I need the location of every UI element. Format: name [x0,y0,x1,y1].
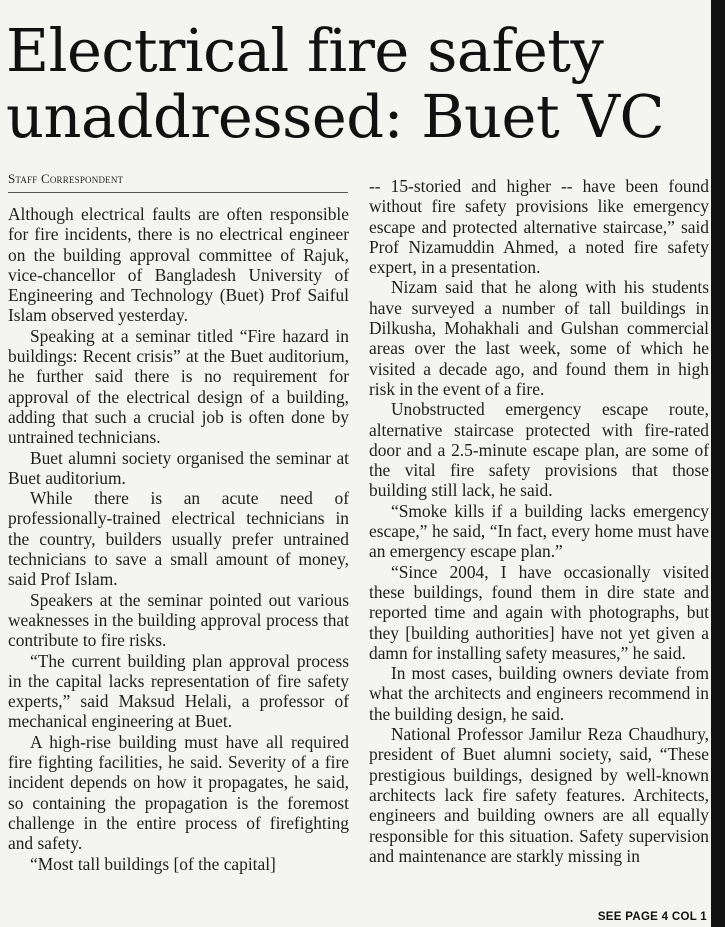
paragraph: A high-rise building must have all required fire fighting facilities, he said. Severity of a fire incident depends on how it propagates, he said, so containing the propagation is the foremost challenge in the entire process of firefighting and safety. [8,731,349,854]
paragraph: Although electrical faults are often responsible for fire incidents, there is no electrical engineer on the building approval committee of Rajuk, vice-chancellor of Bangladesh University of Engineering and Technology (Buet) Prof Saiful Islam observed yesterday. [8,204,349,326]
scan-edge-band [711,0,725,927]
paragraph: While there is an acute need of professionally-trained electrical technicians in the country, builders usually prefer untrained technicians to save a small amount of money, said Prof Islam. [8,488,349,590]
byline-rule [8,192,348,193]
paragraph: Nizam said that he along with his students have surveyed a number of tall buildings in Dilkusha, Mohakhali and Gulshan commercial areas over the last week, some of which he visited a decade ago, and found them in high risk in the event of a fire. [369,277,709,399]
paragraph: Unobstructed emergency escape route, alternative staircase protected with fire-rated door and a 2.5-minute escape plan, are some of the vital fire safety provisions that those building still lack, he said. [369,399,709,501]
headline-line-1: Electrical fire safety [6,16,604,85]
column-2 [369,176,709,866]
headline [6,18,696,150]
paragraph: “Most tall buildings [of the capital] [30,853,276,874]
paragraph: Speakers at the seminar pointed out various weaknesses in the building approval process that contribute to fire risks. [8,589,349,651]
column-1 [8,204,349,874]
headline-line-2: unaddressed: Buet VC [6,82,665,151]
byline: Staff Correspondent [8,171,124,186]
paragraph: “Since 2004, I have occasionally visited these buildings, found them in dire state and reported time and again with photographs, but they [building authorities] have not yet given a damn for installing safety measures,” he said. [369,561,709,663]
paragraph: In most cases, building owners deviate from what the architects and engineers recommend in the building design, he said. [369,663,709,724]
paragraph: -- 15-storied and higher -- have been found without fire safety provisions like emergency escape and protected alternative staircase,” said Prof Nizamuddin Ahmed, a noted fire safety expert, in a presentation. [369,176,709,278]
paragraph: “The current building plan approval process in the capital lacks representation of fire safety experts,” said Maksud Helali, a professor of mechanical engineering at Buet. [8,650,349,732]
continuation-reference: SEE PAGE 4 COL 1 [597,911,707,923]
paragraph: “Smoke kills if a building lacks emergency escape,” he said, “In fact, every home must have an emergency escape plan.” [369,500,709,562]
paragraph: Speaking at a seminar titled “Fire hazard in buildings: Recent crisis” at the Buet auditorium, he further said there is no requirement for approval of the electrical design of a building, adding that such a crucial job is often done by untrained technicians. [8,325,349,448]
paragraph: Buet alumni society organised the seminar at Buet auditorium. [8,447,349,488]
paragraph: National Professor Jamilur Reza Chaudhury, president of Buet alumni society, said, “These prestigious buildings, designed by well-known architects lack fire safety features. Architects, engineers and building owners are all equally responsible for this situation. Safety supervision and maintenance are starkly missing in [369,724,709,866]
